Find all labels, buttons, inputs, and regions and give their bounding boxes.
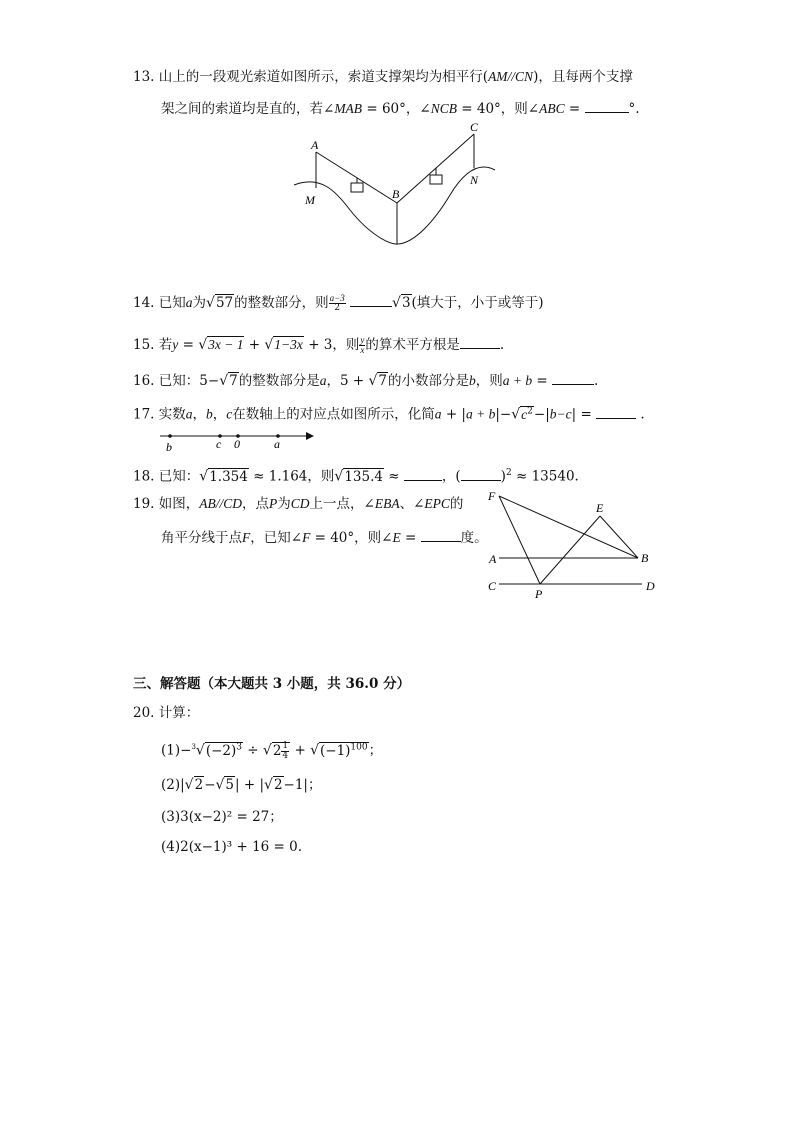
q17-line: 17. 实数a，b，c在数轴上的对应点如图所示，化简$a + |a + b|-√c^2-|b-c|$ = .: [133, 402, 645, 424]
q14-number: 14.: [133, 295, 155, 311]
q19-segment-fp: [499, 496, 540, 584]
q13-cable-car-2: [430, 175, 442, 184]
q13-number: 13.: [133, 69, 155, 85]
q15-line: 15. 若y = √3x − 1 + √1−3x + 3，则 $\frac{y}{x}$ 的算术平方根是 .: [133, 335, 505, 355]
q13-line1: 13. 山上的一段观光索道如图所示，索道支撑架均为相平行(AM//CN)，且每两个支撑: [133, 69, 633, 85]
q13-cable-ab: [316, 152, 397, 203]
q19-label-b: B: [641, 551, 649, 565]
q16-answer-blank[interactable]: [552, 370, 594, 385]
q17-axis-arrow: [306, 432, 314, 440]
q15-answer-blank[interactable]: [460, 334, 500, 349]
q19-label-c: C: [488, 579, 497, 593]
q14-answer-blank[interactable]: [350, 292, 392, 307]
q13-label-m: M: [305, 193, 315, 207]
q14-line: 14. 已知a为√57的整数部分，则 $\frac{a-3}{2}$ √3(填大于，小于或等于): [133, 293, 544, 313]
q20-title-line: 20. 计算：: [133, 705, 200, 721]
q19-label-e: E: [596, 501, 604, 515]
q19-segment-eb: [600, 516, 638, 558]
q16-number: 16.: [133, 373, 155, 389]
q19-number: 19.: [133, 496, 155, 512]
q19-answer-blank[interactable]: [421, 527, 461, 542]
q13-label-b: B: [392, 187, 400, 201]
q17-label-b: b: [166, 440, 172, 454]
q17-label-a: a: [274, 437, 280, 451]
q19-label-p: P: [535, 587, 543, 601]
q19-segment-pe: [540, 516, 600, 584]
q13-answer-blank[interactable]: [585, 98, 629, 113]
q19-segment-fb: [499, 496, 638, 558]
q17-label-c: c: [216, 437, 222, 451]
q17-label-zero: 0: [234, 437, 240, 451]
q17-point-b: [168, 434, 172, 438]
q13-mountain-curve: [294, 167, 495, 244]
q13-cableway-figure: [290, 120, 500, 250]
q20-part1: $(1)-^3√(-2)^3 \div √2$ $\frac{1}{4}$ + $√(-1)^{100}$；: [161, 740, 383, 761]
q15-number: 15.: [133, 337, 155, 353]
q13-label-a: A: [311, 138, 319, 152]
q13-label-c: C: [470, 120, 479, 134]
q18-answer-blank-1[interactable]: [404, 466, 442, 481]
q20-part4: (4)2(x−1)³ + 16 = 0.: [161, 839, 303, 855]
q19-label-f: F: [488, 489, 496, 503]
q19-label-a: A: [489, 552, 497, 566]
q19-line1: 19. 如图，AB//CD，点P为CD上一点，∠EBA、∠EPC的: [133, 496, 464, 512]
q17-answer-blank[interactable]: [596, 404, 636, 419]
q13-line2: 架之间的索道均是直的，若∠MAB = 60°，∠NCB = 40°，则∠ABC = °.: [161, 98, 640, 118]
q20-part3: (3)3(x−2)² = 27；: [161, 809, 283, 825]
q19-geometry-figure: [484, 486, 664, 601]
q19-line2: 角平分线于点F，已知∠F = 40°，则∠E = 度。: [161, 527, 488, 547]
q18-answer-blank-2[interactable]: [461, 466, 501, 481]
q20-part2: (2)|√2−√5| + |√2−1|；: [161, 777, 322, 793]
q18-number: 18.: [133, 468, 155, 485]
q18-line: 18. 已知：√1.354 ≈ 1.164，则√135.4 ≈ ，( )$^2$ ≈ 13540.: [133, 464, 579, 486]
section-title: 三、解答题（本大题共 3 小题，共 36.0 分）: [133, 676, 411, 692]
q16-line: 16. 已知：5−√7的整数部分是a，5 + √7的小数部分是b，则a + b = .: [133, 370, 598, 390]
q20-number: 20.: [133, 705, 155, 721]
q13-cable-car-1: [351, 183, 363, 192]
q17-number: 17.: [133, 406, 155, 423]
q19-label-d: D: [646, 579, 655, 593]
q17-number-line: [158, 426, 318, 454]
q13-label-n: N: [470, 173, 479, 187]
